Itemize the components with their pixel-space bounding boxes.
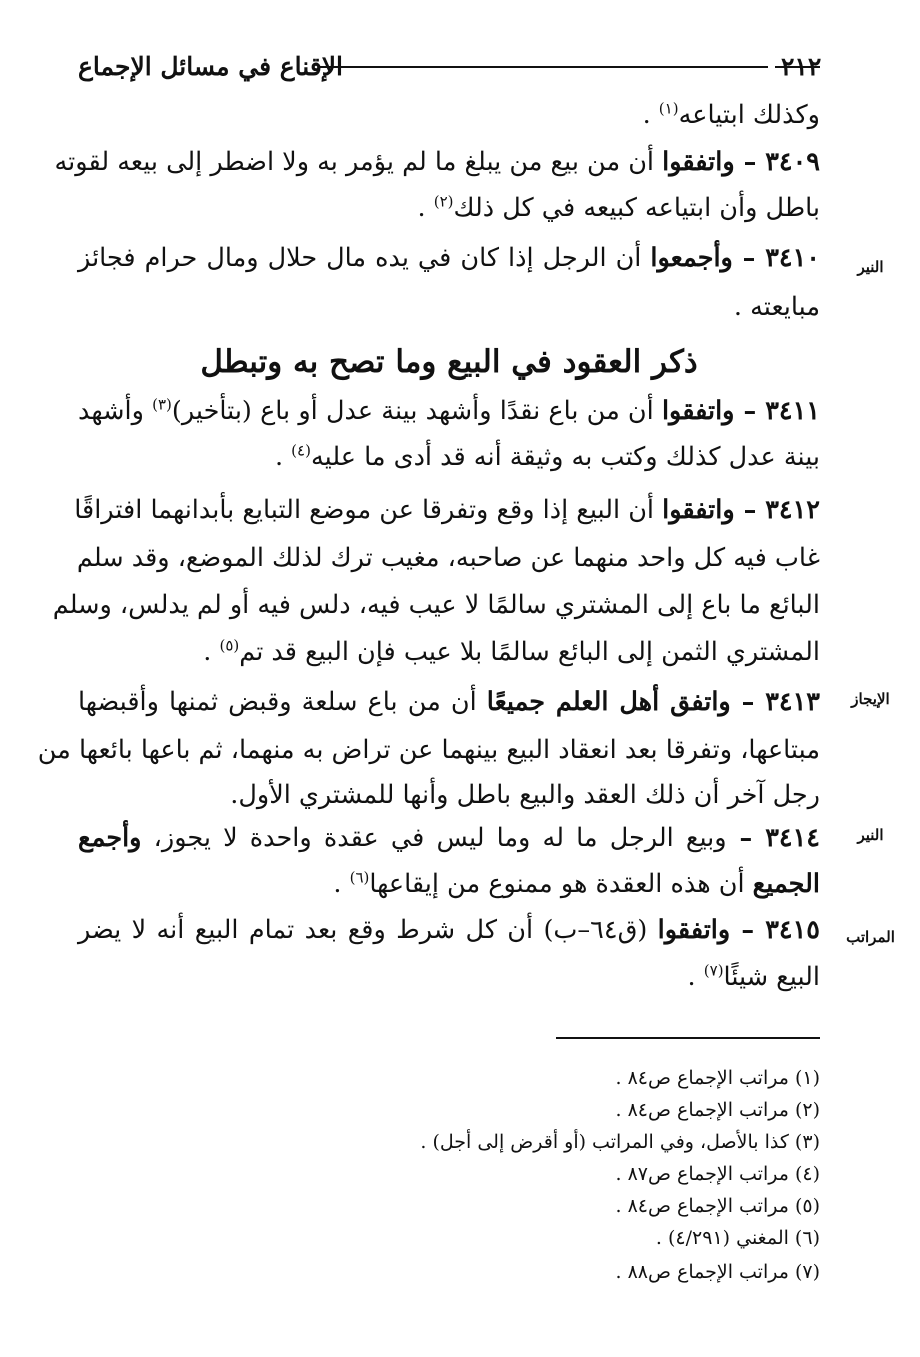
side-note-source: الإيجاز	[851, 690, 890, 708]
paragraph-3409: ٣٤٠٩ – واتفقوا أن من بيع من يبلغ ما لم يؤمر به ولا اضطر إلى بيعه لقوته	[54, 147, 820, 177]
paragraph-3415: ٣٤١٥ – واتفقوا (ق٦٤–ب) أن كل شرط وقع بعد تمام البيع أنه لا يضر	[78, 915, 820, 945]
footnote: (٥) مراتب الإجماع ص٨٤ .	[615, 1195, 820, 1217]
paragraph-3412-line4: المشتري الثمن إلى البائع سالمًا بلا عيب فإن البيع قد تم$^{(٥)}$ .	[203, 636, 820, 667]
paragraph-3415-line2: البيع شيئًا$^{(٧)}$ .	[687, 961, 820, 992]
paragraph-3413-line2: مبتاعها، وتفرقا بعد انعقاد البيع بينهما عن تراض به منهما، ثم باعها بائعها من	[37, 735, 820, 765]
section-heading: ذكر العقود في البيع وما تصح به وتبطل	[200, 344, 698, 380]
footnote-separator	[556, 1037, 820, 1039]
footnote: (٧) مراتب الإجماع ص٨٨ .	[615, 1261, 820, 1283]
page-number: ٢١٢	[781, 52, 822, 81]
paragraph-3412-line3: البائع ما باع إلى المشتري سالمًا لا عيب فيه، دلس فيه أو لم يدلس، وسلم	[52, 590, 820, 620]
footnote-ref: (٧)	[703, 961, 724, 980]
footnote-ref: (١)	[658, 99, 679, 118]
paragraph-3411-line2: بينة عدل كذلك وكتب به وثيقة أنه قد أدى ما عليه$^{(٤)}$ .	[274, 441, 820, 472]
running-header	[78, 46, 820, 86]
footnote-ref: (٥)	[219, 636, 240, 655]
paragraph-3412-line2: غاب فيه كل واحد منهما عن صاحبه، مغيب ترك لذلك الموضع، وقد سلم	[76, 543, 820, 573]
footnote-ref: (٦)	[349, 868, 370, 887]
side-note-source: المراتب	[846, 928, 895, 946]
paragraph-3413-line3: رجل آخر أن ذلك العقد والبيع باطل وأنها للمشتري الأول.	[230, 780, 820, 810]
footnote: (٤) مراتب الإجماع ص٨٧ .	[615, 1163, 820, 1185]
header-rule	[318, 66, 768, 68]
paragraph-3414: ٣٤١٤ – وبيع الرجل ما له وما ليس في عقدة واحدة لا يجوز، وأجمع	[78, 823, 820, 853]
paragraph-3411: ٣٤١١ – واتفقوا أن من باع نقدًا وأشهد بينة عدل أو باع (بتأخير)$^{(٣)}$ وأشهد	[78, 395, 820, 426]
footnote-ref: (٣)	[152, 395, 172, 414]
footnote: (٦) المغني (٤/٢٩١) .	[655, 1227, 820, 1249]
paragraph-3410: ٣٤١٠ – وأجمعوا أن الرجل إذا كان في يده مال حلال ومال حرام فجائز	[78, 243, 820, 273]
footnote-ref: (٢)	[433, 192, 454, 211]
header-rule-end	[775, 66, 820, 68]
side-note-source: النير	[857, 258, 884, 276]
footnote: (٢) مراتب الإجماع ص٨٤ .	[615, 1099, 820, 1121]
paragraph-continuation: وكذلك ابتياعه$^{(١)}$ .	[642, 99, 820, 130]
paragraph-3410-line2: مبايعته .	[733, 292, 820, 322]
side-note-source: النير	[857, 826, 884, 844]
footnote-ref: (٤)	[291, 441, 311, 460]
footnote: (٣) كذا بالأصل، وفي المراتب (أو أقرض إلى أجل) .	[420, 1131, 820, 1153]
footnote: (١) مراتب الإجماع ص٨٤ .	[615, 1067, 820, 1089]
book-title: الإقناع في مسائل الإجماع	[78, 52, 343, 81]
paragraph-3414-line2: الجميع أن هذه العقدة هو ممنوع من إيقاعها$^{(٦)}$ .	[333, 868, 820, 899]
paragraph-3413: ٣٤١٣ – واتفق أهل العلم جميعًا أن من باع سلعة وقبض ثمنها وأقبضها	[78, 687, 821, 717]
paragraph-3412: ٣٤١٢ – واتفقوا أن البيع إذا وقع وتفرقا عن موضع التبايع بأبدانهما افتراقًا	[74, 495, 820, 525]
paragraph-3409-line2: باطل وأن ابتياعه كبيعه في كل ذلك$^{(٢)}$ .	[417, 192, 820, 223]
